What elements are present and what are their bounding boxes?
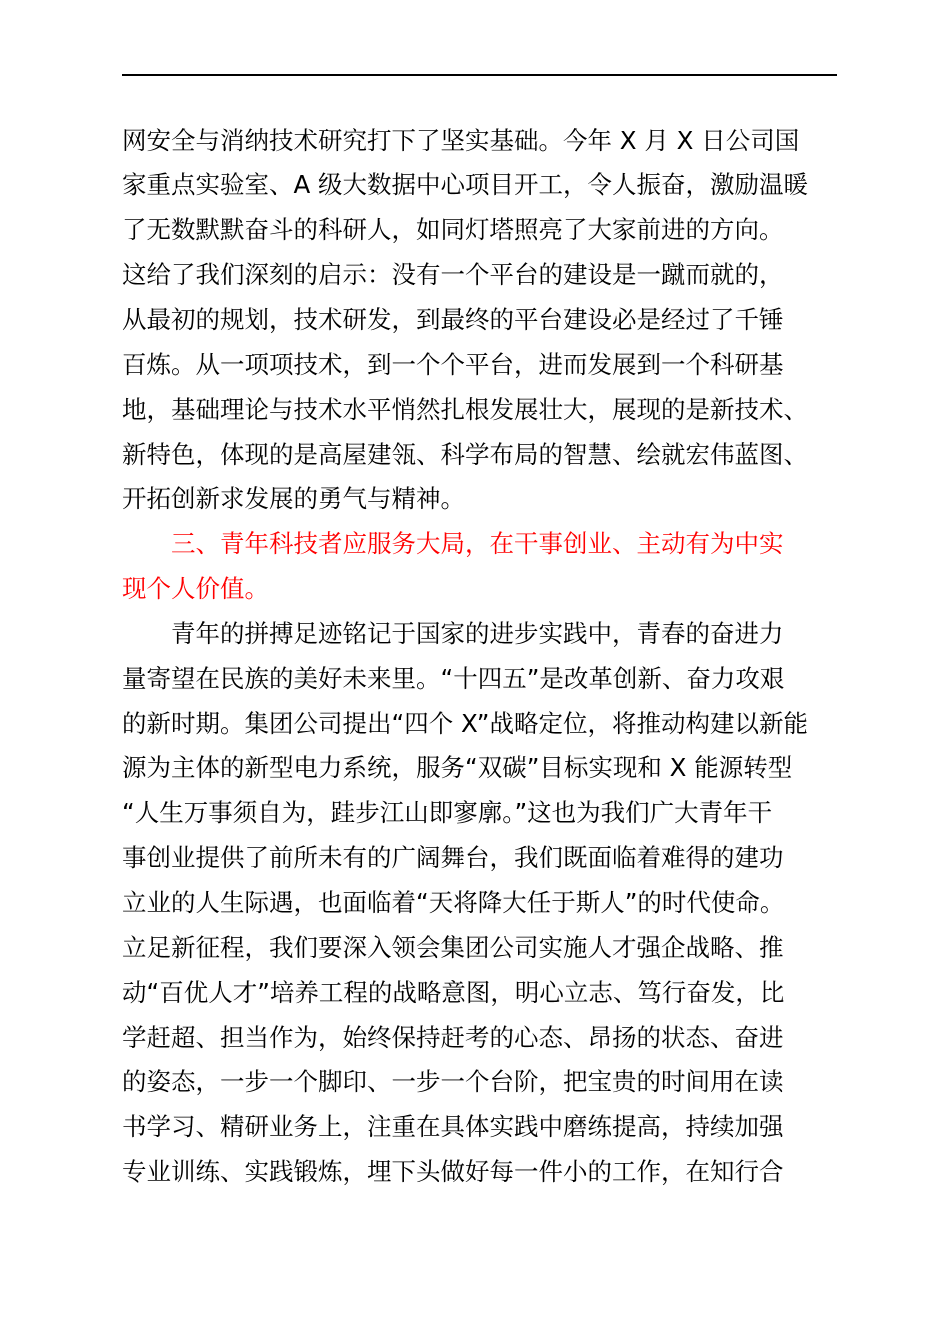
body-line-13: 源为主体的新型电力系统，服务“双碳”目标实现和 X 能源转型 bbox=[122, 753, 793, 782]
body-line-3: 了无数默默奋斗的科研人，如同灯塔照亮了大家前进的方向。 bbox=[122, 215, 784, 244]
body-line-1: 网安全与消纳技术研究打下了坚实基础。今年 X 月 X 日公司国 bbox=[122, 126, 800, 155]
body-line-22: 专业训练、实践锻炼，埋下头做好每一件小的工作，在知行合 bbox=[122, 1157, 784, 1186]
body-line-16: 立业的人生际遇，也面临着“天将降大任于斯人”的时代使命。 bbox=[122, 888, 785, 917]
body-line-2: 家重点实验室、A 级大数据中心项目开工，令人振奋，激励温暖 bbox=[122, 170, 809, 199]
body-line-17: 立足新征程，我们要深入领会集团公司实施人才强企战略、推 bbox=[122, 933, 784, 962]
body-line-5: 从最初的规划，技术研发，到最终的平台建设必是经过了千锤 bbox=[122, 305, 784, 334]
body-line-4: 这给了我们深刻的启示：没有一个平台的建设是一蹴而就的， bbox=[122, 260, 784, 289]
body-line-10: 青年的拼搏足迹铭记于国家的进步实践中，青春的奋进力 bbox=[122, 619, 784, 648]
body-line-12: 的新时期。集团公司提出“四个 X”战略定位，将推动构建以新能 bbox=[122, 709, 808, 738]
body-line-19: 学赶超、担当作为，始终保持赶考的心态、昂扬的状态、奋进 bbox=[122, 1023, 784, 1052]
body-line-15: 事创业提供了前所未有的广阔舞台，我们既面临着难得的建功 bbox=[122, 843, 784, 872]
section-heading-line-2: 现个人价值。 bbox=[122, 574, 269, 603]
body-line-14: “人生万事须自为，跬步江山即寥廓。”这也为我们广大青年干 bbox=[122, 798, 773, 827]
body-line-20: 的姿态，一步一个脚印、一步一个台阶，把宝贵的时间用在读 bbox=[122, 1067, 784, 1096]
body-line-11: 量寄望在民族的美好未来里。“十四五”是改革创新、奋力攻艰 bbox=[122, 664, 785, 693]
body-line-7: 地，基础理论与技术水平悄然扎根发展壮大，展现的是新技术、 bbox=[122, 395, 808, 424]
section-heading-line-1: 三、青年科技者应服务大局，在干事创业、主动有为中实 bbox=[122, 529, 784, 558]
body-line-8: 新特色，体现的是高屋建瓴、科学布局的智慧、绘就宏伟蓝图、 bbox=[122, 440, 808, 469]
header-rule bbox=[122, 74, 837, 76]
body-line-9: 开拓创新求发展的勇气与精神。 bbox=[122, 484, 465, 513]
body-line-21: 书学习、精研业务上，注重在具体实践中磨练提高，持续加强 bbox=[122, 1112, 784, 1141]
body-line-18: 动“百优人才”培养工程的战略意图，明心立志、笃行奋发，比 bbox=[122, 978, 785, 1007]
body-line-6: 百炼。从一项项技术，到一个个平台，进而发展到一个科研基 bbox=[122, 350, 784, 379]
